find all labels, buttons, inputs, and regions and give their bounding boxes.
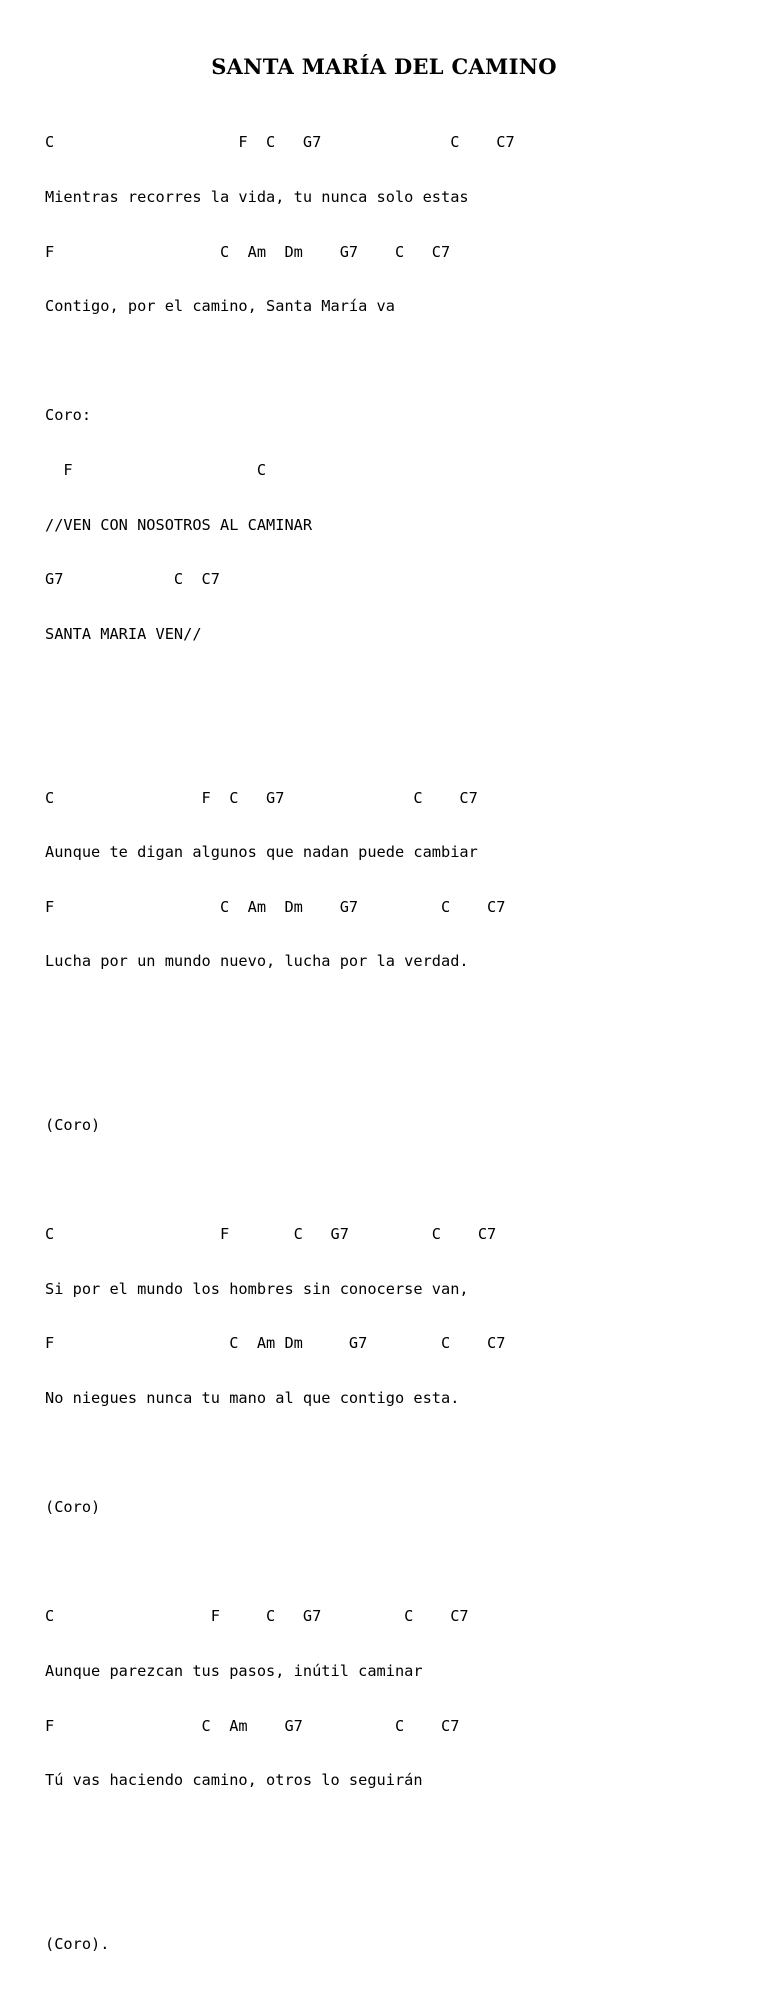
lyric-line: Aunque te digan algunos que nadan puede cambiar	[45, 843, 478, 862]
chord-line: F C Am G7 C C7	[45, 1716, 460, 1735]
chorus-reference: (Coro).	[45, 1935, 110, 1953]
song-title: SANTA MARÍA DEL CAMINO	[211, 54, 557, 79]
chorus-reference: (Coro)	[45, 1116, 101, 1135]
lyric-line: Lucha por un mundo nuevo, lucha por la verdad.	[45, 952, 469, 971]
blank-line	[45, 734, 745, 752]
blank-line	[45, 1171, 745, 1189]
lyric-line: Contigo, por el camino, Santa María va	[45, 297, 395, 316]
blank-line	[45, 1007, 745, 1025]
chord-line: F C Am Dm G7 C C7	[45, 897, 506, 916]
chorus-reference: (Coro)	[45, 1498, 101, 1517]
blank-line	[45, 1880, 745, 1898]
blank-line	[45, 352, 745, 370]
chord-line: C F C G7 C C7	[45, 1225, 497, 1244]
lyric-line: No niegues nunca tu mano al que contigo esta.	[45, 1389, 460, 1408]
lyric-line: Aunque parezcan tus pasos, inútil caminar	[45, 1662, 423, 1681]
chord-line: F C Am Dm G7 C C7	[45, 242, 451, 261]
blank-line	[45, 1062, 745, 1080]
lyric-line: Tú vas haciendo camino, otros lo seguirán	[45, 1771, 423, 1790]
blank-line	[45, 1553, 745, 1571]
chord-line: F C	[45, 460, 267, 479]
chord-line: C F C G7 C C7	[45, 133, 515, 152]
chord-line: G7 C C7	[45, 570, 220, 589]
lyric-line: Mientras recorres la vida, tu nunca solo estas	[45, 188, 469, 206]
chord-line: F C Am Dm G7 C C7	[45, 1334, 506, 1353]
chorus-heading: Coro:	[45, 406, 92, 425]
blank-line	[45, 1444, 745, 1462]
blank-line	[45, 679, 745, 697]
chord-sheet	[45, 97, 745, 1990]
chord-line: C F C G7 C C7	[45, 1607, 469, 1626]
chord-line: C F C G7 C C7	[45, 788, 478, 807]
lyric-line: SANTA MARIA VEN//	[45, 624, 202, 643]
lyric-line: //VEN CON NOSOTROS AL CAMINAR	[45, 515, 313, 534]
lyric-line: Si por el mundo los hombres sin conocerse van,	[45, 1279, 469, 1298]
blank-line	[45, 1826, 745, 1844]
